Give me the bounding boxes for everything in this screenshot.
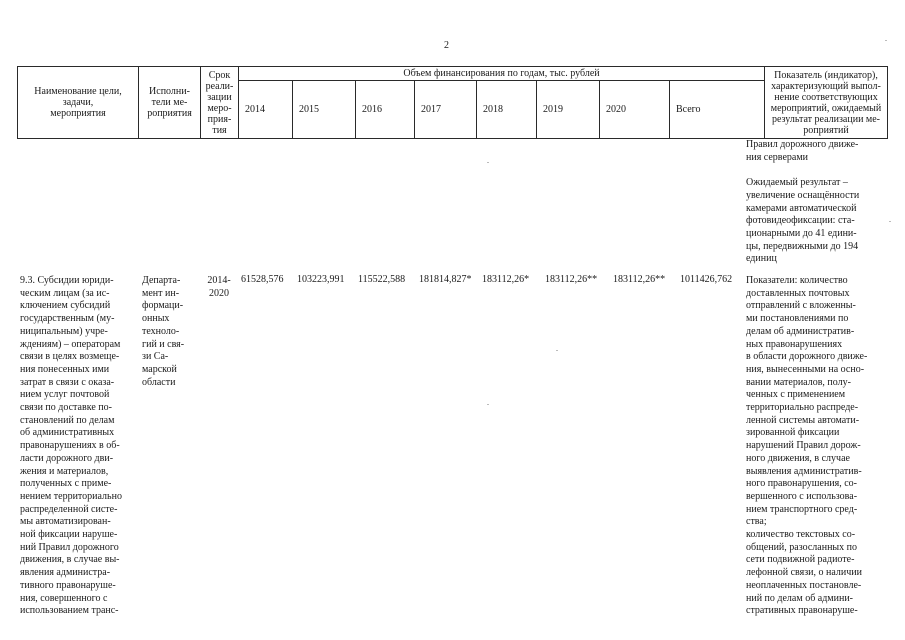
row-value-total: 1011426,762 bbox=[680, 274, 733, 285]
row-value-2016: 115522,588 bbox=[358, 274, 406, 285]
row-indicator: Показатели: количество доставленных почтовых отправлений с вложенны- ми постановлениями по делам об административ- ных правонарушениях в области дорожного движе- ния, вынесенными на осно- вании материалов, полу- ченных с применением территориально распреде- ленной системы автомати- зированной фиксации нарушений Правил дорож- ного движения, в случае выявления административ- ного правонарушения, со- вершенного с использова- нием транспортного сред- ства; количество текстовых со- общений, разосланных по сети подвижной радиоте- лефонной связи, о наличии неоплаченных постановле- ний по делам об админи- стративных правонаруше- bbox=[746, 275, 868, 617]
header-term: Срок реали- зации меро- прия- тия bbox=[201, 67, 239, 139]
row-executor: Департа- мент ин- формаци- онных техноло- гий и свя- зи Са- марской области bbox=[142, 275, 185, 388]
header-indicator: Показатель (индикатор), характеризующий выпол- нение соответствующих мероприятий, ожидаемый результат реализации ме- роприятий bbox=[765, 67, 888, 139]
header-year: 2017 bbox=[415, 81, 477, 139]
scan-speck bbox=[487, 162, 489, 163]
row-value-2015: 103223,991 bbox=[297, 274, 345, 285]
scan-speck bbox=[487, 404, 489, 405]
header-year: 2015 bbox=[293, 81, 356, 139]
header-total: Всего bbox=[670, 81, 765, 139]
header-name: Наименование цели, задачи, мероприятия bbox=[18, 67, 139, 139]
row-value-2017: 181814,827* bbox=[419, 274, 472, 285]
row-value-2019: 183112,26** bbox=[545, 274, 598, 285]
header-year: 2020 bbox=[600, 81, 670, 139]
continued-indicator-text: Правил дорожного движе- ния серверами Ожидаемый результат – увеличение оснащённости камерами автоматической фотовидеофиксации: ста- ционарными до 41 едини- цы, передвижными до 194 единиц bbox=[746, 139, 860, 265]
row-value-2020: 183112,26** bbox=[613, 274, 666, 285]
row-measure-name: 9.3. Субсидии юриди- ческим лицам (за ис- ключением субсидий государственным (му- ниципальным) учре- ждениям) – операторам связи в целях возмеще- ния понесенных ими затрат в связи с оказа- нием услуг почтовой связи по доставке по- становлений по делам об административных правонарушениях в об- ласти дорожного дви- жения и материалов, полученных с приме- нением территориально распределенной систе- мы автоматизирован- ной фиксации наруше- ний Правил дорожного движения, в случае вы- явления администра- тивного правонаруше- ния, совершенного с использованием транс- bbox=[20, 275, 122, 617]
scan-speck bbox=[556, 350, 558, 351]
header-year: 2019 bbox=[537, 81, 600, 139]
row-term: 2014- 2020 bbox=[207, 275, 231, 299]
scan-speck bbox=[885, 40, 887, 41]
header-year: 2014 bbox=[239, 81, 293, 139]
header-year: 2018 bbox=[477, 81, 537, 139]
row-value-2014: 61528,576 bbox=[241, 274, 284, 285]
header-funding: Объем финансирования по годам, тыс. рублей bbox=[239, 67, 765, 81]
header-executor: Исполни- тели ме- роприятия bbox=[139, 67, 201, 139]
financing-table-header bbox=[17, 66, 888, 139]
scan-speck bbox=[889, 221, 891, 222]
row-value-2018: 183112,26* bbox=[482, 274, 530, 285]
header-year: 2016 bbox=[356, 81, 415, 139]
page-number: 2 bbox=[444, 40, 449, 51]
